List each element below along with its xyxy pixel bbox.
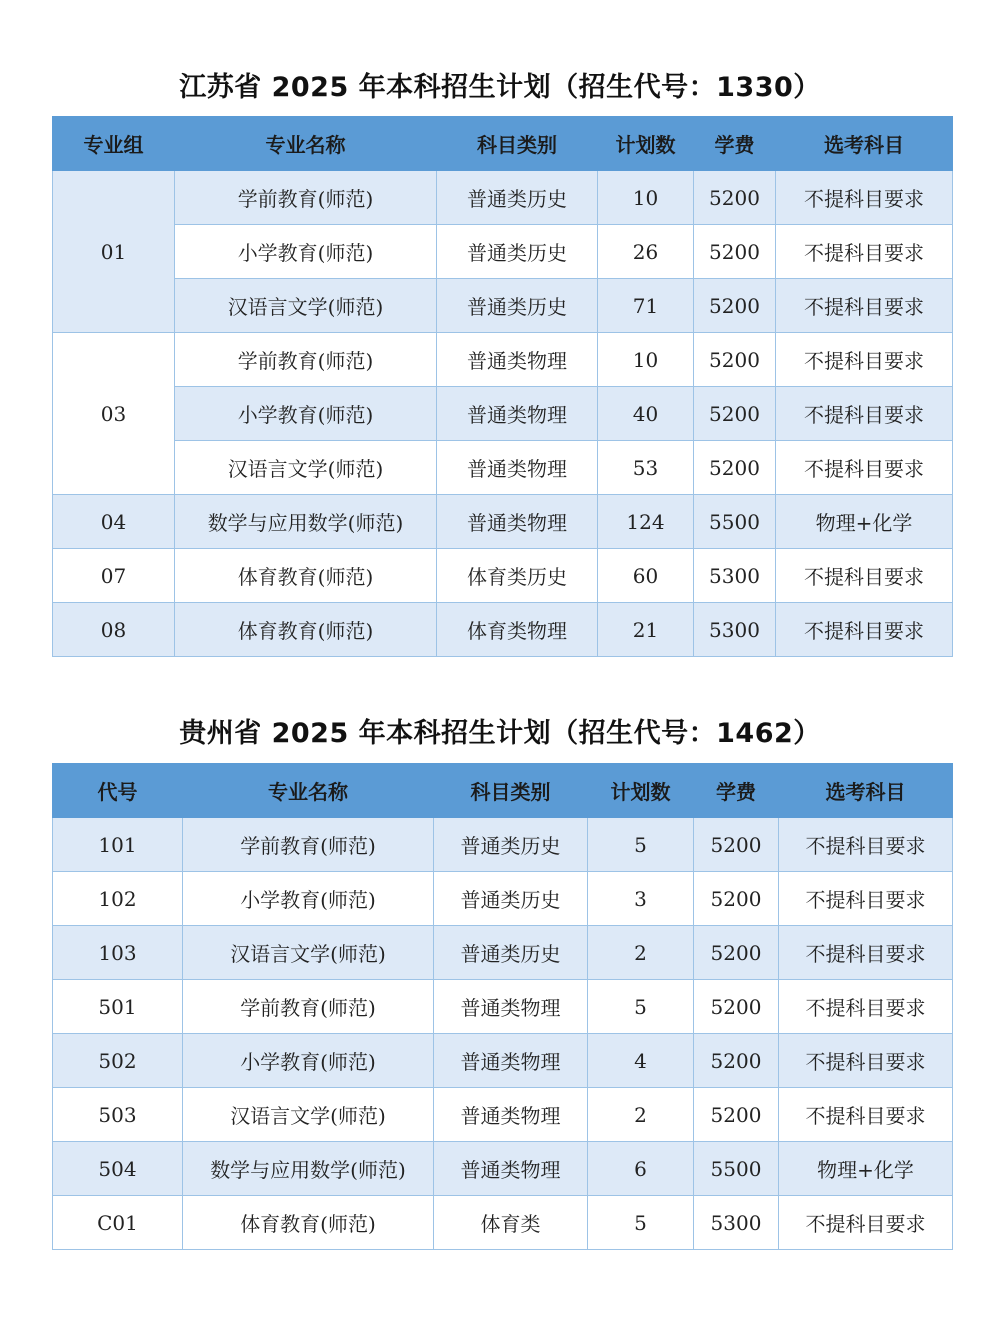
header-subjects: 选考科目 bbox=[779, 764, 953, 818]
tuition-fee: 5300 bbox=[694, 603, 776, 657]
header-fee: 学费 bbox=[694, 117, 776, 171]
subject-category: 普通类历史 bbox=[437, 225, 598, 279]
tuition-fee: 5300 bbox=[694, 549, 776, 603]
required-subjects: 不提科目要求 bbox=[779, 872, 953, 926]
subject-category: 普通类物理 bbox=[434, 1034, 588, 1088]
required-subjects: 不提科目要求 bbox=[776, 387, 953, 441]
major-name: 学前教育(师范) bbox=[183, 980, 434, 1034]
header-group: 专业组 bbox=[53, 117, 175, 171]
major-name: 汉语言文学(师范) bbox=[175, 279, 437, 333]
major-code: 504 bbox=[53, 1142, 183, 1196]
plan-count: 10 bbox=[598, 333, 694, 387]
subject-category: 普通类物理 bbox=[434, 1088, 588, 1142]
tuition-fee: 5200 bbox=[694, 387, 776, 441]
major-name: 学前教育(师范) bbox=[175, 171, 437, 225]
required-subjects: 不提科目要求 bbox=[779, 1196, 953, 1250]
required-subjects: 不提科目要求 bbox=[779, 1034, 953, 1088]
guizhou-plan-table bbox=[52, 763, 953, 1250]
header-code: 代号 bbox=[53, 764, 183, 818]
plan-count: 5 bbox=[588, 980, 694, 1034]
plan-count: 124 bbox=[598, 495, 694, 549]
major-code: 501 bbox=[53, 980, 183, 1034]
tuition-fee: 5200 bbox=[694, 225, 776, 279]
table-row bbox=[53, 387, 953, 441]
required-subjects: 物理+化学 bbox=[779, 1142, 953, 1196]
table-row bbox=[53, 1088, 953, 1142]
required-subjects: 不提科目要求 bbox=[776, 603, 953, 657]
required-subjects: 不提科目要求 bbox=[776, 225, 953, 279]
tuition-fee: 5200 bbox=[694, 441, 776, 495]
header-major: 专业名称 bbox=[175, 117, 437, 171]
plan-count: 3 bbox=[588, 872, 694, 926]
major-name: 汉语言文学(师范) bbox=[183, 1088, 434, 1142]
subject-category: 普通类历史 bbox=[437, 171, 598, 225]
required-subjects: 不提科目要求 bbox=[776, 333, 953, 387]
table-header-row bbox=[53, 764, 953, 818]
subject-category: 体育类历史 bbox=[437, 549, 598, 603]
plan-count: 10 bbox=[598, 171, 694, 225]
subject-category: 普通类物理 bbox=[437, 333, 598, 387]
required-subjects: 物理+化学 bbox=[776, 495, 953, 549]
major-code: 102 bbox=[53, 872, 183, 926]
plan-count: 5 bbox=[588, 818, 694, 872]
major-name: 体育教育(师范) bbox=[175, 549, 437, 603]
table-row bbox=[53, 603, 953, 657]
required-subjects: 不提科目要求 bbox=[776, 549, 953, 603]
table-row bbox=[53, 818, 953, 872]
header-plan: 计划数 bbox=[598, 117, 694, 171]
required-subjects: 不提科目要求 bbox=[779, 818, 953, 872]
major-name: 学前教育(师范) bbox=[175, 333, 437, 387]
subject-category: 普通类历史 bbox=[434, 818, 588, 872]
table-row bbox=[53, 926, 953, 980]
header-category: 科目类别 bbox=[437, 117, 598, 171]
major-code: 502 bbox=[53, 1034, 183, 1088]
plan-count: 21 bbox=[598, 603, 694, 657]
required-subjects: 不提科目要求 bbox=[779, 926, 953, 980]
table-row bbox=[53, 495, 953, 549]
tuition-fee: 5200 bbox=[694, 980, 779, 1034]
subject-category: 普通类历史 bbox=[434, 926, 588, 980]
header-plan: 计划数 bbox=[588, 764, 694, 818]
table-row bbox=[53, 872, 953, 926]
table-row bbox=[53, 549, 953, 603]
major-code: 503 bbox=[53, 1088, 183, 1142]
tuition-fee: 5200 bbox=[694, 333, 776, 387]
table-row bbox=[53, 980, 953, 1034]
required-subjects: 不提科目要求 bbox=[776, 441, 953, 495]
major-name: 体育教育(师范) bbox=[175, 603, 437, 657]
subject-category: 普通类物理 bbox=[437, 441, 598, 495]
plan-count: 5 bbox=[588, 1196, 694, 1250]
group-code: 01 bbox=[53, 171, 175, 333]
header-subjects: 选考科目 bbox=[776, 117, 953, 171]
table-row bbox=[53, 1196, 953, 1250]
required-subjects: 不提科目要求 bbox=[779, 980, 953, 1034]
tuition-fee: 5200 bbox=[694, 818, 779, 872]
table-header-row bbox=[53, 117, 953, 171]
table-row bbox=[53, 279, 953, 333]
header-major: 专业名称 bbox=[183, 764, 434, 818]
subject-category: 普通类物理 bbox=[434, 1142, 588, 1196]
plan-count: 71 bbox=[598, 279, 694, 333]
major-code: 101 bbox=[53, 818, 183, 872]
major-name: 汉语言文学(师范) bbox=[183, 926, 434, 980]
tuition-fee: 5500 bbox=[694, 495, 776, 549]
plan-count: 4 bbox=[588, 1034, 694, 1088]
plan-count: 6 bbox=[588, 1142, 694, 1196]
table-row bbox=[53, 1142, 953, 1196]
plan-count: 60 bbox=[598, 549, 694, 603]
major-name: 小学教育(师范) bbox=[175, 225, 437, 279]
tuition-fee: 5200 bbox=[694, 872, 779, 926]
group-code: 04 bbox=[53, 495, 175, 549]
major-name: 小学教育(师范) bbox=[175, 387, 437, 441]
jiangsu-plan-table bbox=[52, 116, 953, 657]
tuition-fee: 5200 bbox=[694, 1088, 779, 1142]
major-name: 小学教育(师范) bbox=[183, 872, 434, 926]
subject-category: 普通类历史 bbox=[437, 279, 598, 333]
guizhou-title: 贵州省 2025 年本科招生计划（招生代号：1462） bbox=[179, 718, 821, 749]
subject-category: 普通类物理 bbox=[437, 387, 598, 441]
plan-count: 2 bbox=[588, 1088, 694, 1142]
tuition-fee: 5200 bbox=[694, 1034, 779, 1088]
subject-category: 普通类物理 bbox=[434, 980, 588, 1034]
table-row bbox=[53, 333, 953, 387]
tuition-fee: 5200 bbox=[694, 171, 776, 225]
tuition-fee: 5200 bbox=[694, 926, 779, 980]
tuition-fee: 5300 bbox=[694, 1196, 779, 1250]
major-name: 小学教育(师范) bbox=[183, 1034, 434, 1088]
group-code: 08 bbox=[53, 603, 175, 657]
plan-count: 2 bbox=[588, 926, 694, 980]
group-code: 03 bbox=[53, 333, 175, 495]
tuition-fee: 5200 bbox=[694, 279, 776, 333]
subject-category: 普通类历史 bbox=[434, 872, 588, 926]
major-name: 汉语言文学(师范) bbox=[175, 441, 437, 495]
table-row bbox=[53, 171, 953, 225]
table-row bbox=[53, 225, 953, 279]
subject-category: 普通类物理 bbox=[437, 495, 598, 549]
subject-category: 体育类物理 bbox=[437, 603, 598, 657]
plan-count: 26 bbox=[598, 225, 694, 279]
plan-count: 40 bbox=[598, 387, 694, 441]
major-name: 学前教育(师范) bbox=[183, 818, 434, 872]
subject-category: 体育类 bbox=[434, 1196, 588, 1250]
header-fee: 学费 bbox=[694, 764, 779, 818]
major-name: 数学与应用数学(师范) bbox=[175, 495, 437, 549]
required-subjects: 不提科目要求 bbox=[776, 279, 953, 333]
plan-count: 53 bbox=[598, 441, 694, 495]
major-code: 103 bbox=[53, 926, 183, 980]
major-name: 数学与应用数学(师范) bbox=[183, 1142, 434, 1196]
table-row bbox=[53, 441, 953, 495]
required-subjects: 不提科目要求 bbox=[776, 171, 953, 225]
jiangsu-title: 江苏省 2025 年本科招生计划（招生代号：1330） bbox=[179, 72, 821, 103]
tuition-fee: 5500 bbox=[694, 1142, 779, 1196]
major-code: C01 bbox=[53, 1196, 183, 1250]
major-name: 体育教育(师范) bbox=[183, 1196, 434, 1250]
group-code: 07 bbox=[53, 549, 175, 603]
table-row bbox=[53, 1034, 953, 1088]
required-subjects: 不提科目要求 bbox=[779, 1088, 953, 1142]
header-category: 科目类别 bbox=[434, 764, 588, 818]
